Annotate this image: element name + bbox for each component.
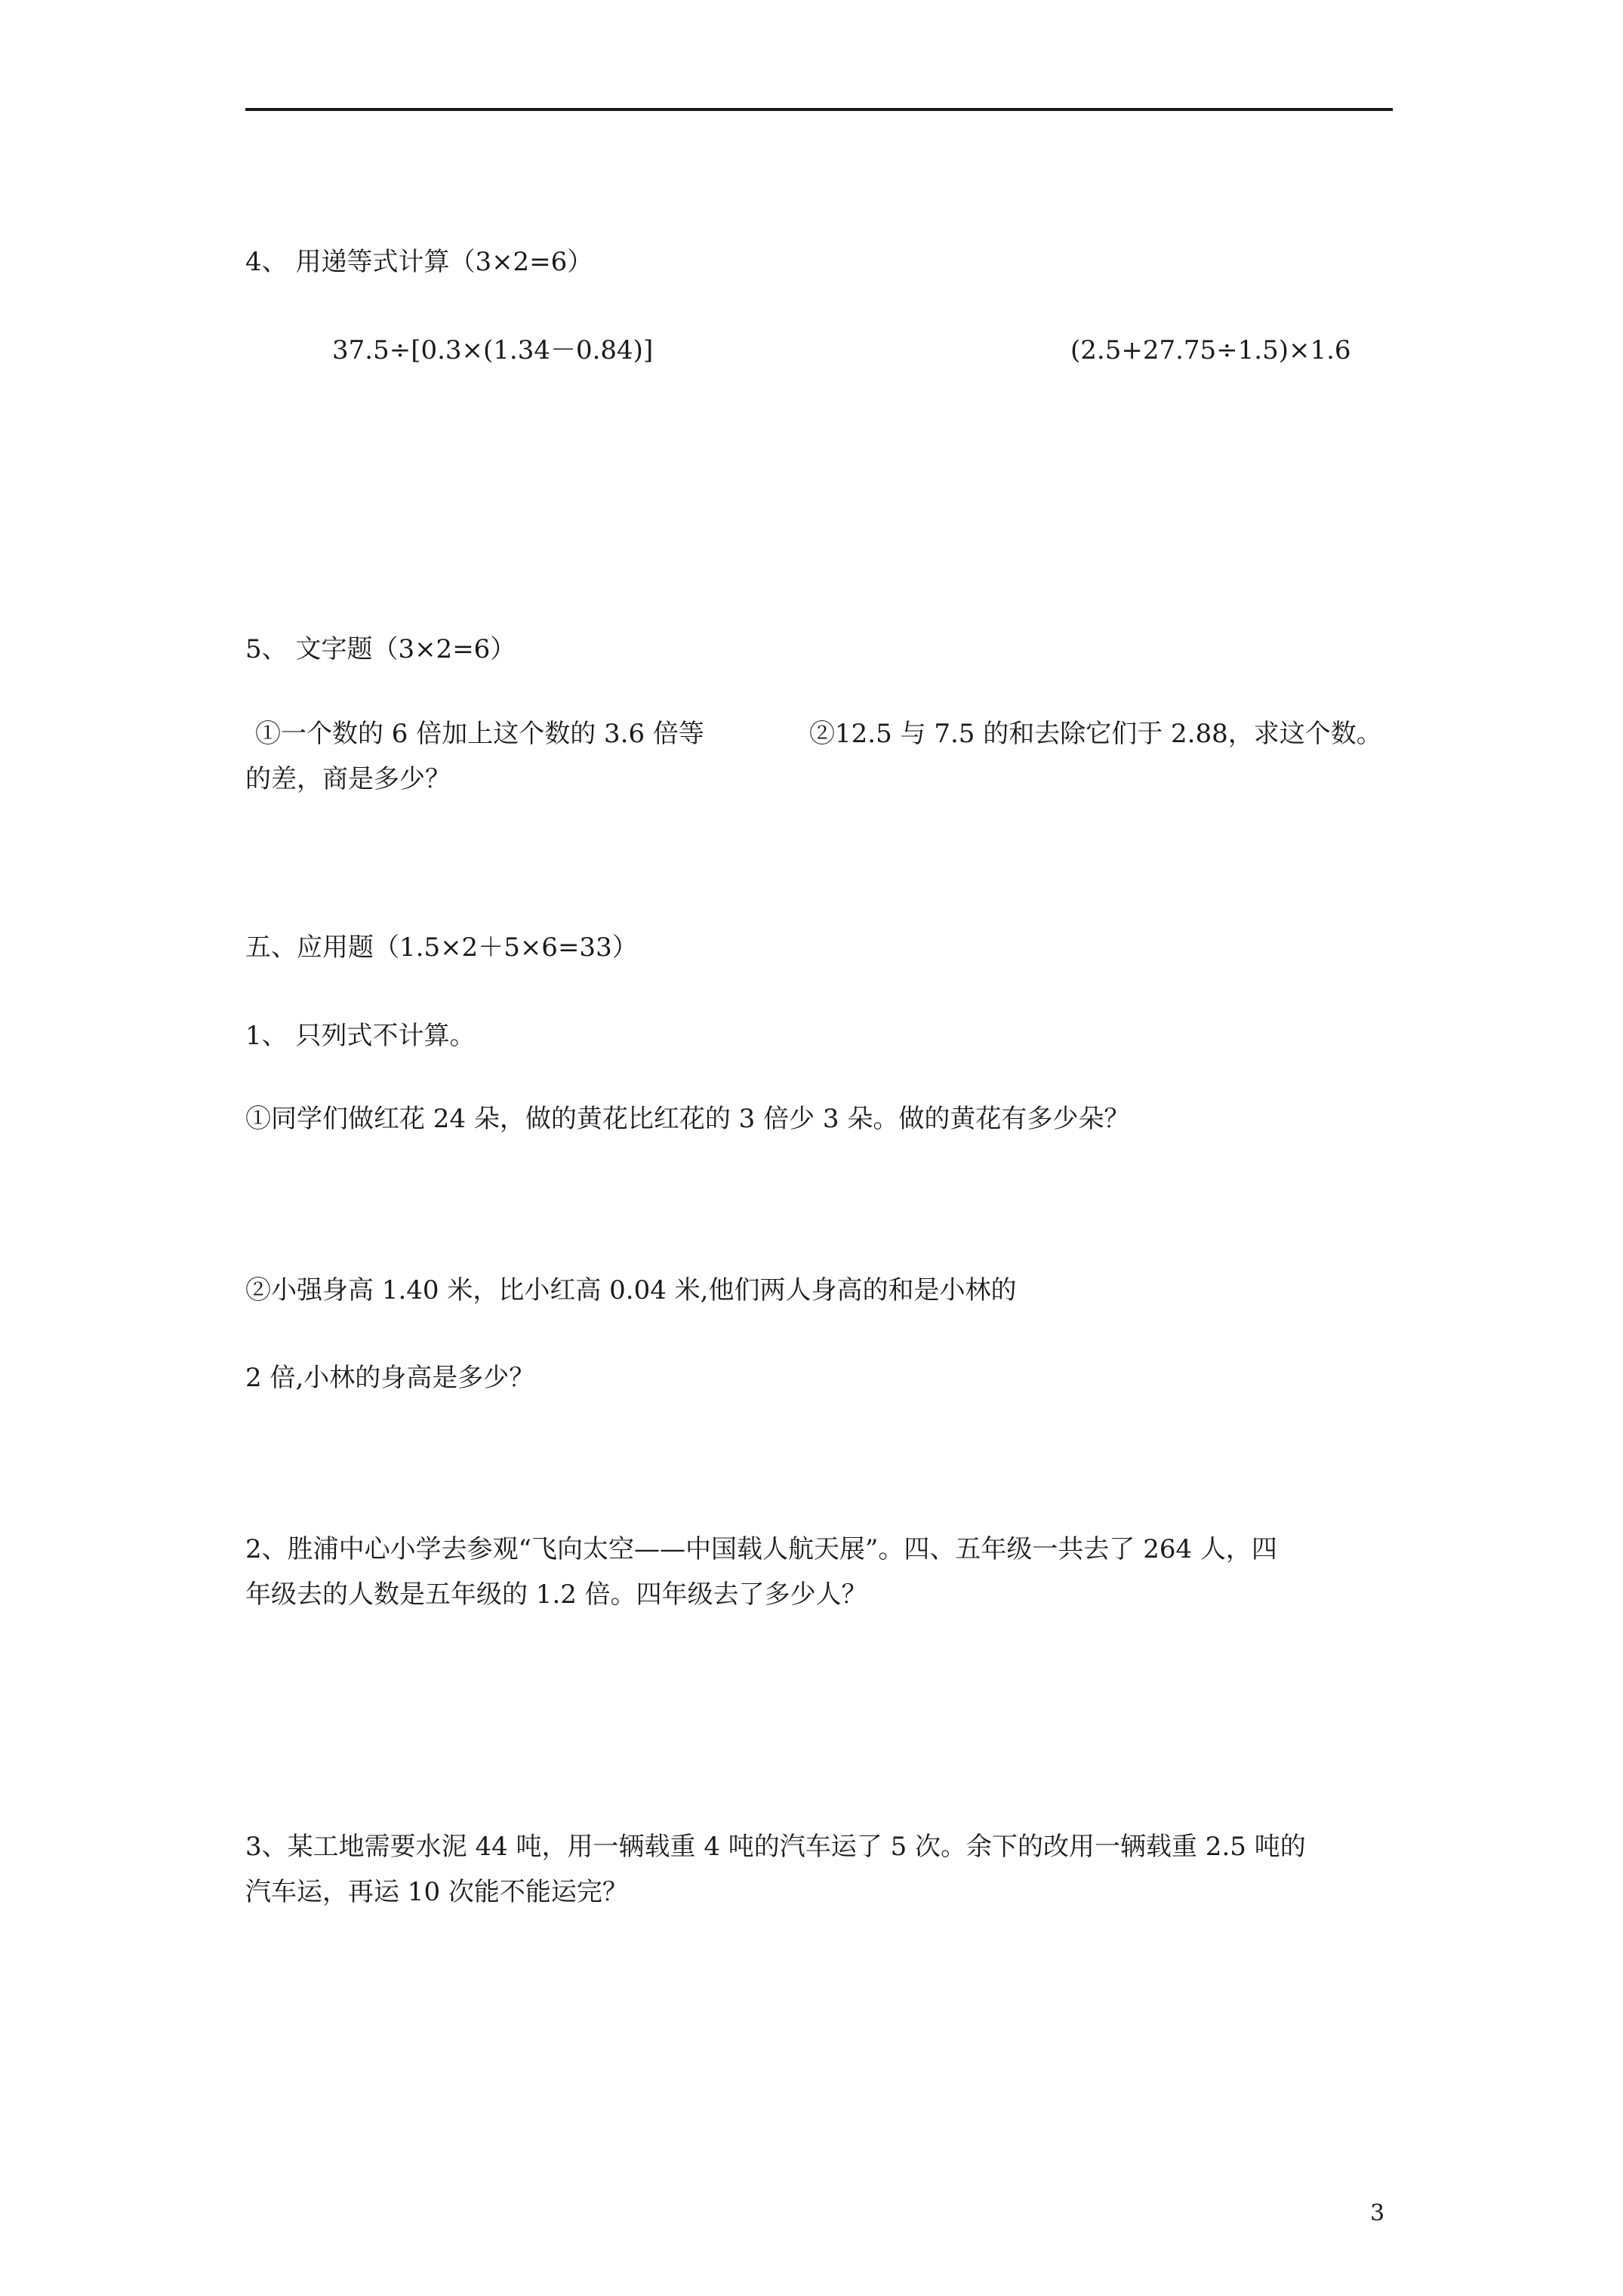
header-rule (245, 108, 1393, 111)
expression-left: 37.5÷[0.3×(1.34－0.84)] (332, 335, 654, 365)
part5-sub1-heading: 1、 只列式不计算。 (245, 1021, 476, 1051)
part5-q2-line2: 年级去的人数是五年级的 1.2 倍。四年级去了多少人？ (245, 1579, 867, 1610)
part5-heading: 五、应用题（1.5×2＋5×6=33） (245, 932, 638, 963)
section5-q1-line2: 的差，商是多少？ (245, 764, 451, 794)
part5-sub1-q2-line2: 2 倍,小林的身高是多少？ (245, 1363, 535, 1393)
part5-q3-line1: 3、某工地需要水泥 44 吨，用一辆载重 4 吨的汽车运了 5 次。余下的改用一辆载重 2.5 吨的 (245, 1832, 1306, 1862)
section5-heading: 5、 文字题（3×2=6） (245, 634, 516, 664)
expression-right: (2.5+27.75÷1.5)×1.6 (1070, 335, 1351, 365)
part5-sub1-q1: ①同学们做红花 24 朵，做的黄花比红花的 3 倍少 3 朵。做的黄花有多少朵？ (245, 1104, 1130, 1134)
section5-q2-line1: ②12.5 与 7.5 的和去除它们于 2.88，求这个数。 (809, 719, 1382, 749)
part5-sub1-q2-line1: ②小强身高 1.40 米，比小红高 0.04 米,他们两人身高的和是小林的 (245, 1275, 1017, 1305)
part5-q2-line1: 2、胜浦中心小学去参观“飞向太空——中国载人航天展”。四、五年级一共去了 264 人，四 (245, 1534, 1277, 1564)
page-number: 3 (1370, 2200, 1385, 2227)
section4-heading: 4、 用递等式计算（3×2=6） (245, 247, 593, 277)
section5-q1-line1: ①一个数的 6 倍加上这个数的 3.6 倍等 (255, 719, 704, 749)
part5-q3-line2: 汽车运，再运 10 次能不能运完？ (245, 1877, 628, 1907)
